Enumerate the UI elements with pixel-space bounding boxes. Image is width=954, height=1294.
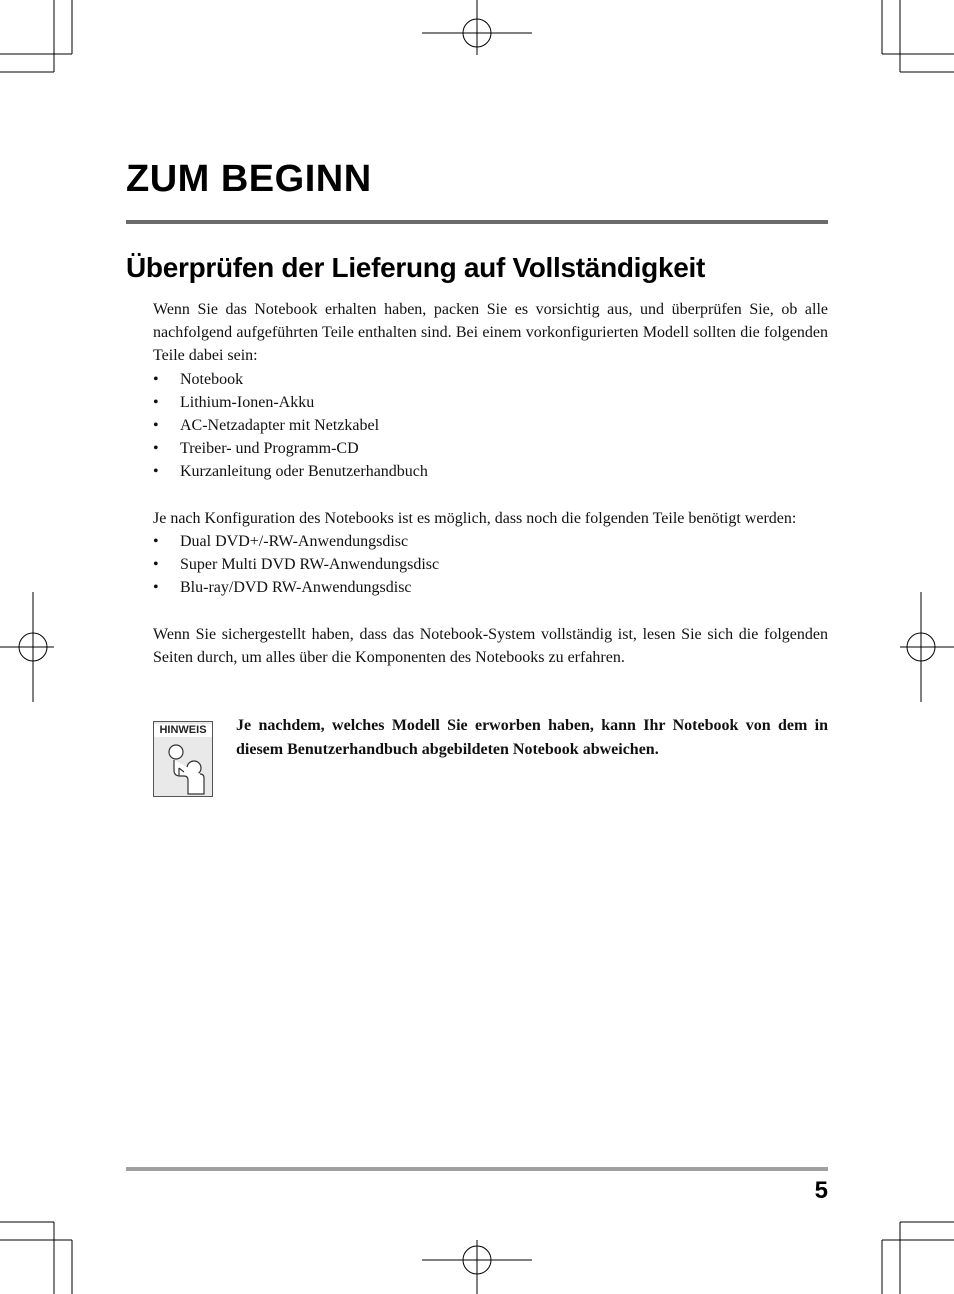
- bullet: •: [153, 393, 159, 411]
- bullet: •: [153, 533, 159, 551]
- note-text: Je nachdem, welches Modell Sie erworben haben, kann Ihr Notebook von dem in diesem Benutzerhandbuch abgebildeten Notebook abweichen.: [236, 717, 828, 758]
- list-item: • Kurzanleitung oder Benutzerhandbuch: [153, 460, 828, 483]
- list-item: • Lithium-Ionen-Akku: [153, 391, 828, 414]
- pointing-person-icon: [154, 738, 212, 796]
- bullet: •: [153, 370, 159, 388]
- bullet: •: [153, 463, 159, 481]
- bullet: •: [153, 417, 159, 435]
- note-label: HINWEIS: [154, 724, 212, 737]
- list-item: • Super Multi DVD RW-Anwendungsdisc: [153, 553, 828, 576]
- closing-paragraph: Wenn Sie sichergestellt haben, dass das Notebook-System vollständig ist, lesen Sie sich die folgenden Seiten durch, um alles über die Komponenten des Notebooks zu erfahren.: [153, 625, 828, 667]
- footer-rule: [126, 1167, 828, 1171]
- intro-paragraph: Wenn Sie das Notebook erhalten haben, packen Sie es vorsichtig aus, und überprüfen Sie, ob alle nachfolgend aufgeführten Teile enthalten sind. Bei einem vorkonfigurierten Modell sollten die folgenden Teile dabei sein:: [153, 301, 828, 365]
- section-body: [153, 298, 828, 669]
- list-item: • Notebook: [153, 368, 828, 391]
- chapter-rule: [126, 220, 828, 224]
- list-item: • Dual DVD+/-RW-Anwendungsdisc: [153, 530, 828, 553]
- optional-items-list: [153, 530, 828, 600]
- note-box-icon: [153, 721, 213, 797]
- bullet: •: [153, 579, 159, 597]
- chapter-title: ZUM BEGINN: [126, 158, 372, 200]
- section-title: Überprüfen der Lieferung auf Vollständigkeit: [126, 252, 706, 283]
- list-item: • Blu-ray/DVD RW-Anwendungsdisc: [153, 576, 828, 599]
- optional-intro-paragraph: Je nach Konfiguration des Notebooks ist es möglich, dass noch die folgenden Teile benötigt werden:: [153, 509, 797, 527]
- list-item: • AC-Netzadapter mit Netzkabel: [153, 414, 828, 437]
- bullet: •: [153, 440, 159, 458]
- included-items-list: [153, 368, 828, 484]
- page-number: 5: [814, 1177, 828, 1204]
- bullet: •: [153, 556, 159, 574]
- list-item: • Treiber- und Programm-CD: [153, 437, 828, 460]
